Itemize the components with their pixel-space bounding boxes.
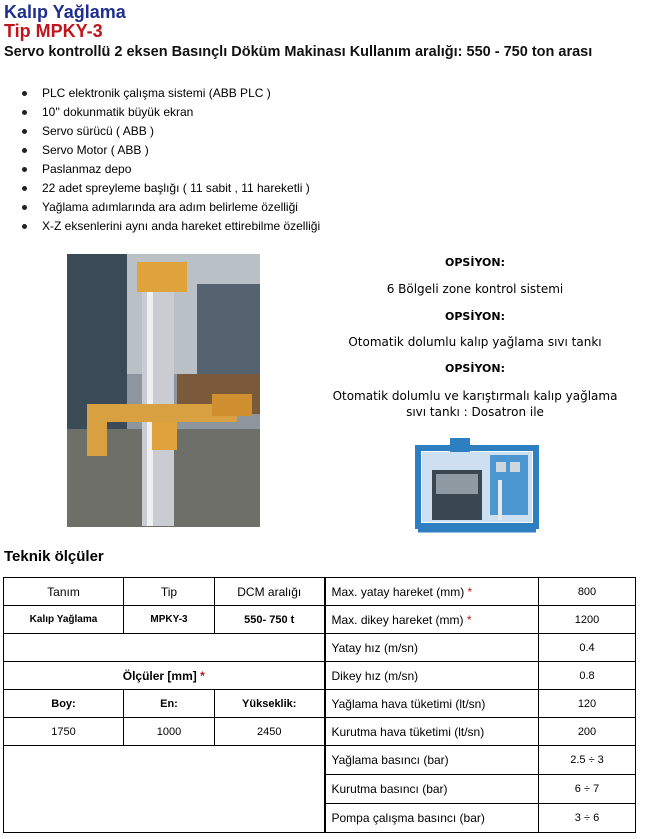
dims-label: Ölçüler [mm] * (4, 662, 325, 690)
cell-dcm: 550- 750 t (215, 606, 325, 634)
section-title: Teknik ölçüler (4, 548, 104, 565)
spec-value: 1200 (539, 606, 636, 634)
empty-cell (4, 634, 325, 662)
feature-list (22, 84, 320, 236)
cell-tanim: Kalıp Yağlama (4, 606, 124, 634)
list-item: Servo Motor ( ABB ) (22, 141, 320, 160)
spec-value: 6 ÷ 7 (539, 775, 636, 804)
spec-label: Max. yatay hareket (mm) * (325, 578, 539, 606)
empty-cell (4, 746, 325, 833)
spec-label: Kurutma hava tüketimi (lt/sn) (325, 718, 539, 746)
table-row (4, 606, 636, 634)
list-item: Paslanmaz depo (22, 160, 320, 179)
bullet-icon (22, 167, 27, 172)
spec-value: 200 (539, 718, 636, 746)
page-subtitle: Servo kontrollü 2 eksen Basınçlı Döküm Makinası Kullanım aralığı: 550 - 750 ton arası (4, 44, 593, 60)
list-item: PLC elektronik çalışma sistemi (ABB PLC ) (22, 84, 320, 103)
table-row (4, 746, 636, 775)
bullet-icon (22, 110, 27, 115)
bullet-icon (22, 129, 27, 134)
tank-photo (410, 430, 542, 540)
spec-label: Max. dikey hareket (mm) * (325, 606, 539, 634)
dims-val-en: 1000 (124, 718, 215, 746)
header-tanim: Tanım (4, 578, 124, 606)
spec-label: Pompa çalışma basıncı (bar) (325, 804, 539, 833)
spec-value: 3 ÷ 6 (539, 804, 636, 833)
bullet-icon (22, 224, 27, 229)
bullet-icon (22, 148, 27, 153)
spec-value: 2.5 ÷ 3 (539, 746, 636, 775)
spec-label: Yatay hız (m/sn) (325, 634, 539, 662)
table-row (4, 718, 636, 746)
dims-val-yukseklik: 2450 (215, 718, 325, 746)
bullet-icon (22, 186, 27, 191)
option-3-line-1: Otomatik dolumlu ve karıştırmalı kalıp yağlama (332, 389, 618, 403)
table-row (4, 690, 636, 718)
dims-head-en: En: (124, 690, 215, 718)
option-heading-2: OPSİYON: (445, 310, 505, 323)
spec-value: 0.4 (539, 634, 636, 662)
spec-value: 800 (539, 578, 636, 606)
dims-head-boy: Boy: (4, 690, 124, 718)
bullet-icon (22, 205, 27, 210)
list-item: 22 adet spreyleme başlığı ( 11 sabit , 11 hareketli ) (22, 179, 320, 198)
header-dcm: DCM aralığı (215, 578, 325, 606)
model-title: Tip MPKY-3 (4, 21, 103, 41)
list-item: X-Z eksenlerini aynı anda hareket ettirebilme özelliği (22, 217, 320, 236)
table-row (4, 662, 636, 690)
list-item: 10'' dokunmatik büyük ekran (22, 103, 320, 122)
option-1: 6 Bölgeli zone kontrol sistemi (386, 282, 564, 296)
machine-photo (67, 254, 260, 527)
table-row (4, 578, 636, 606)
list-item: Servo sürücü ( ABB ) (22, 122, 320, 141)
spec-table (3, 577, 636, 833)
dims-head-yukseklik: Yükseklik: (215, 690, 325, 718)
bullet-icon (22, 91, 27, 96)
dims-val-boy: 1750 (4, 718, 124, 746)
option-heading-1: OPSİYON: (445, 256, 505, 269)
option-2: Otomatik dolumlu kalıp yağlama sıvı tankı (348, 335, 602, 349)
list-item: Yağlama adımlarında ara adım belirleme özelliği (22, 198, 320, 217)
header-tip: Tip (124, 578, 215, 606)
table-row (4, 634, 636, 662)
spec-value: 0.8 (539, 662, 636, 690)
page-title: Kalıp Yağlama (4, 2, 126, 22)
spec-label: Dikey hız (m/sn) (325, 662, 539, 690)
spec-label: Kurutma basıncı (bar) (325, 775, 539, 804)
spec-value: 120 (539, 690, 636, 718)
spec-label: Yağlama hava tüketimi (lt/sn) (325, 690, 539, 718)
option-heading-3: OPSİYON: (445, 362, 505, 375)
spec-label: Yağlama basıncı (bar) (325, 746, 539, 775)
option-3-line-2: sıvı tankı : Dosatron ile (406, 405, 544, 419)
cell-tip: MPKY-3 (124, 606, 215, 634)
